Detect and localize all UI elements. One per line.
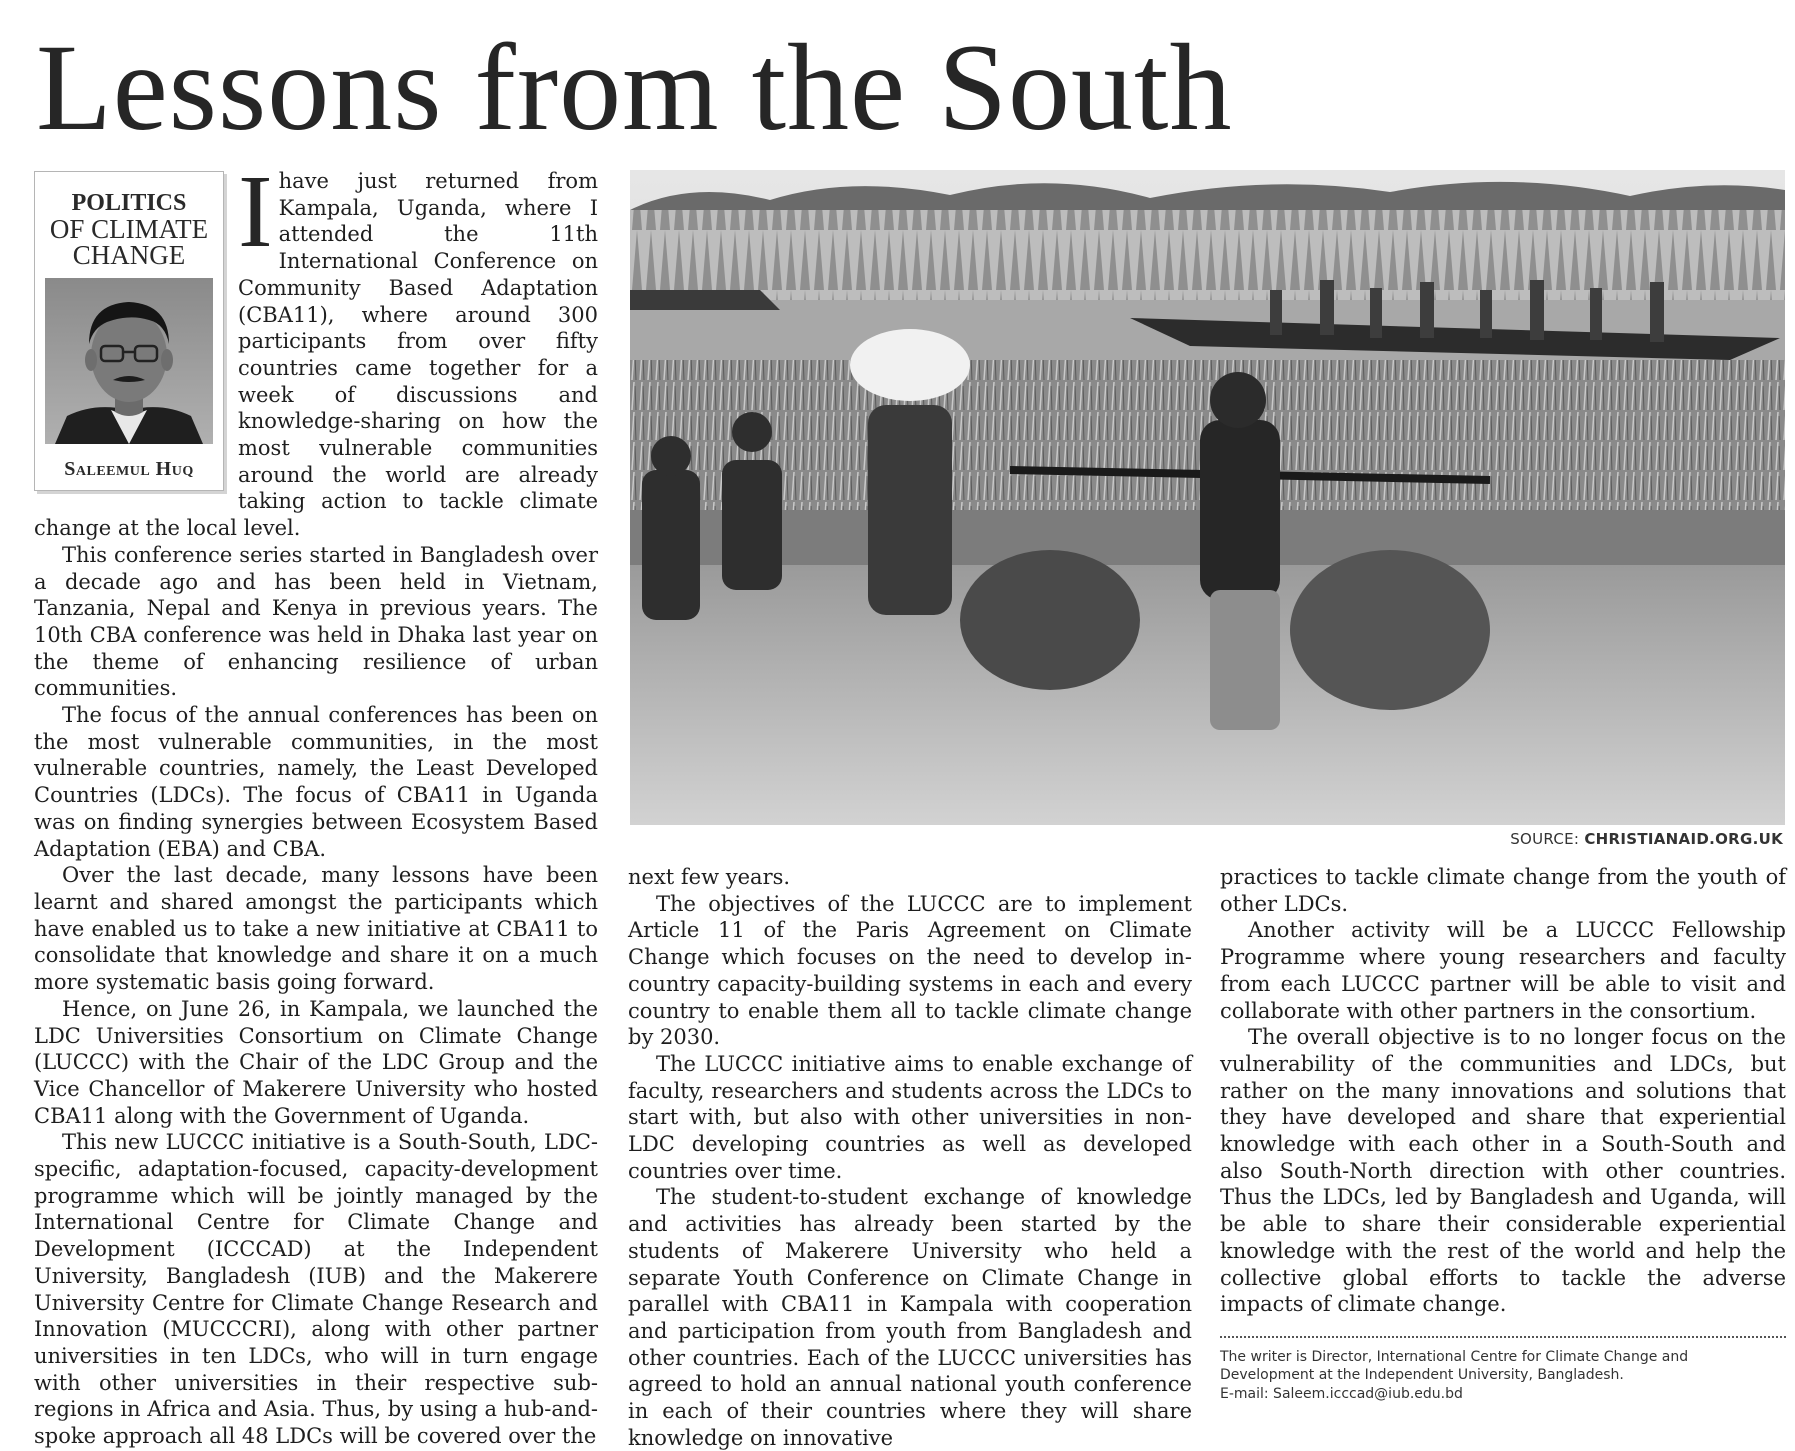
author-email: E-mail: Saleem.icccad@iub.edu.bd <box>1220 1385 1463 1402</box>
article-paragraph: Hence, on June 26, in Kampala, we launched the LDC Universities Consortium on Climate Change (LUCCC) with the Chair of the LDC Group and the Vice Chancellor of Makerere University who hosted CBA11 along with the Government of Uganda. <box>34 996 598 1128</box>
article-paragraph: The objectives of the LUCCC are to implement Article 11 of the Paris Agreement on Climate Change which focuses on the need to develop in-country capacity-building systems in each and every country to enable them all to tackle climate change by 2030. <box>628 891 1192 1050</box>
article-paragraph: Another activity will be a LUCCC Fellowship Programme where young researchers and faculty from each LUCCC partner will be able to visit and collaborate with other partners in the consortium. <box>1220 918 1786 1023</box>
article-photo <box>630 170 1785 825</box>
photo-credit-prefix: SOURCE: <box>1510 830 1585 848</box>
author-name: Saleemul Huq <box>64 458 194 480</box>
article-paragraph: The focus of the annual conferences has been on the most vulnerable communities, in the most vulnerable countries, namely, the Least Developed Countries (LDCs). The focus of CBA11 in Uganda was on finding synergies between Ecosystem Based Adaptation (EBA) and CBA. <box>34 703 598 861</box>
article-column-3 <box>1220 864 1786 1403</box>
article-paragraph: The student-to-student exchange of knowledge and activities has already been started by the students of Makerere University who held a separate Youth Conference on Climate Change in parallel with CBA11 in Kampala with cooperation and participation from youth from Bangladesh and other countries. Each of the LUCCC universities has agreed to hold an annual national youth conference in each of their countries where they will share knowledge on innovative <box>628 1185 1192 1450</box>
article-paragraph: Over the last decade, many lessons have been learnt and shared amongst the participants which have enabled us to take a new initiative at CBA11 to consolidate that knowledge and share it on a much more systematic basis going forward. <box>34 863 598 995</box>
lead-text: have just returned from Kampala, Uganda, where I attended the 11th International Conference on Community Based Adaptation (CBA11), where around 300 participants from over fifty countries came together for a week of discussions and knowledge-sharing on how the most vulnerable communities around the world are already taking action to tackle climate change at the local level. <box>34 169 598 541</box>
headline: Lessons from the South <box>36 19 1233 156</box>
article-column-1 <box>34 154 598 1450</box>
article-paragraph: The overall objective is to no longer focus on the vulnerability of the communities and LDCs, but rather on the many innovations and solutions that they have developed and share that experiential knowledge with each other in a South-South and also South-North direction with other countries. Thus the LDCs, led by Bangladesh and Uganda, will be able to share their considerable experiential knowledge with the rest of the world and help the collective global efforts to tackle the adverse impacts of climate change. <box>1220 1025 1786 1317</box>
divider <box>1220 1336 1786 1338</box>
article-paragraph: next few years. <box>628 865 791 889</box>
drop-cap: I <box>238 154 273 269</box>
author-photo <box>45 278 213 444</box>
article-paragraph: The LUCCC initiative aims to enable exchange of faculty, researchers and students across the LDCs to start with, but also with other universities in non-LDC developing countries as well as developed countries over time. <box>628 1051 1192 1183</box>
article-paragraph: This conference series started in Bangladesh over a decade ago and has been held in Vietnam, Tanzania, Nepal and Kenya in previous years. The 10th CBA conference was held in Dhaka last year on the theme of enhancing resilience of urban communities. <box>34 542 598 701</box>
photo-credit-source: CHRISTIANAID.ORG.UK <box>1584 830 1783 848</box>
column-title <box>40 190 218 268</box>
column-title-line-1: POLITICS <box>71 190 187 216</box>
article-paragraph: This new LUCCC initiative is a South-South, LDC-specific, adaptation-focused, capacity-development programme which will be jointly managed by the International Centre for Climate Change and Development (ICCCAD) at the Independent University, Bangladesh (IUB) and the Makerere University Centre for Climate Change Research and Innovation (MUCCCRI), along with other partner universities in ten LDCs, who will in turn engage with other universities in their respective sub-regions in Africa and Asia. Thus, by using a hub-and-spoke approach all 48 LDCs will be covered over the <box>34 1130 598 1449</box>
photo-credit <box>1510 830 1783 848</box>
column-title-line-3: CHANGE <box>72 240 186 270</box>
column-title-line-2: OF CLIMATE <box>49 214 209 244</box>
columnist-box <box>34 171 224 491</box>
article-column-2 <box>628 864 1192 1451</box>
author-bio: The writer is Director, International Centre for Climate Change and Development at the Independent University, Bangladesh. <box>1220 1348 1689 1384</box>
article-paragraph: practices to tackle climate change from the youth of other LDCs. <box>1220 865 1786 916</box>
